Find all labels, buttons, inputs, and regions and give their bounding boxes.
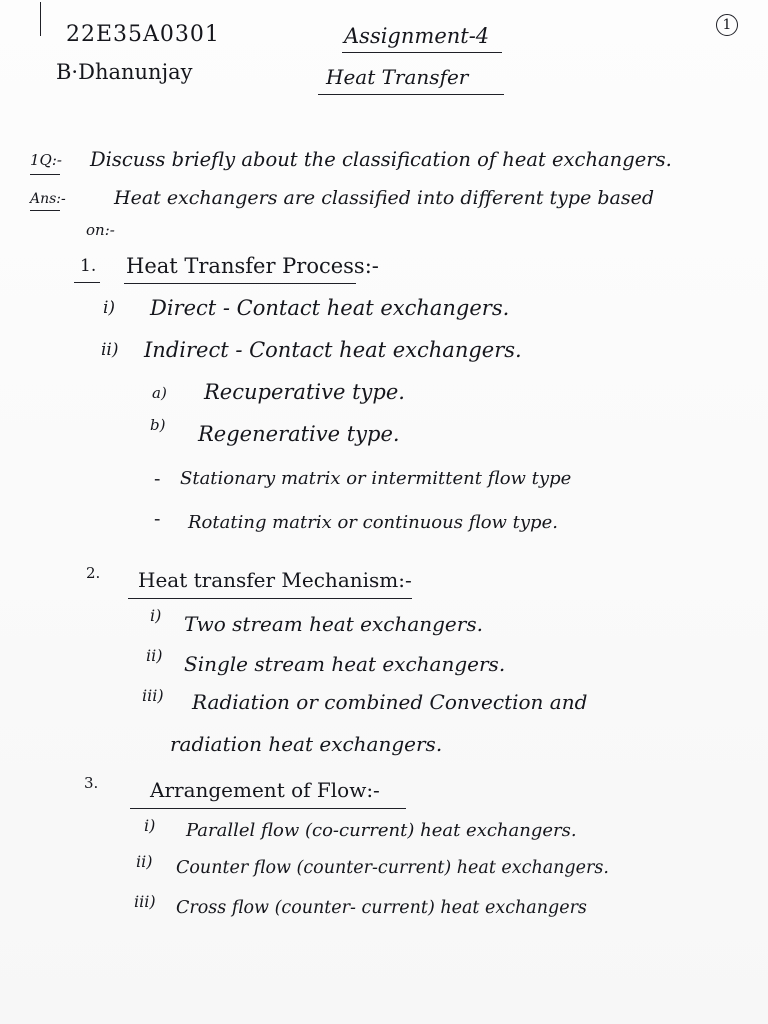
answer-label: Ans:- [30,191,66,207]
section-2-item-3: Radiation or combined Convection and [192,690,588,714]
assignment-title: Assignment-4 [344,24,490,48]
section-2-item-3-marker: iii) [142,686,164,705]
student-name: B·Dhanunjay [56,60,193,84]
subject-underline [318,94,504,95]
roll-number: 22E35A0301 [66,22,220,47]
section-1-item-1: Direct - Contact heat exchangers. [150,296,510,320]
section-2-number: 2. [86,564,101,582]
section-1-dash-1: Stationary matrix or intermittent flow type [180,468,572,489]
section-1-dash-2-marker: - [154,508,161,530]
section-2-item-3-continuation: radiation heat exchangers. [170,732,443,756]
section-1-number: 1. [80,256,97,276]
section-3-item-1: Parallel flow (co-current) heat exchangers. [186,820,577,841]
question-label-underline [30,174,60,175]
section-1-number-underline [74,282,100,283]
subject-title: Heat Transfer [326,65,469,89]
section-1-subitem-b: Regenerative type. [198,422,400,446]
section-3-heading: Arrangement of Flow:- [150,778,380,802]
section-1-subitem-a-marker: a) [152,384,167,402]
answer-intro-line-1: Heat exchangers are classified into different type based [114,187,655,209]
section-3-number: 3. [84,774,99,792]
section-1-subitem-b-marker: b) [150,416,166,434]
answer-label-underline [30,210,60,211]
section-1-item-2-marker: ii) [101,340,119,360]
section-2-item-1: Two stream heat exchangers. [184,612,483,636]
section-3-heading-underline [130,808,406,809]
section-3-item-2-marker: ii) [136,852,153,871]
section-2-item-1-marker: i) [150,606,162,625]
section-3-item-3: Cross flow (counter- current) heat exchangers [176,898,587,918]
section-1-item-2: Indirect - Contact heat exchangers. [144,338,522,362]
section-2-heading-underline [128,598,412,599]
page-number-circle: 1 [716,14,738,36]
question-text: Discuss briefly about the classification of heat exchangers. [90,148,672,171]
section-1-heading: Heat Transfer Process:- [126,254,379,278]
section-3-item-2: Counter flow (counter-current) heat exchangers. [176,858,609,878]
section-1-dash-2: Rotating matrix or continuous flow type. [188,512,558,533]
question-label: 1Q:- [30,151,62,169]
section-3-item-3-marker: iii) [134,892,156,911]
answer-intro-line-2: on:- [86,221,115,239]
margin-tick-mark [40,2,41,36]
section-2-item-2-marker: ii) [146,646,163,665]
section-1-item-1-marker: i) [103,298,116,318]
section-2-heading: Heat transfer Mechanism:- [138,568,412,592]
section-3-item-1-marker: i) [144,816,156,835]
section-1-heading-underline [124,283,356,284]
section-2-item-2: Single stream heat exchangers. [184,652,506,676]
assignment-underline [342,52,502,53]
section-1-dash-1-marker: - [154,468,161,490]
section-1-subitem-a: Recuperative type. [204,380,405,404]
